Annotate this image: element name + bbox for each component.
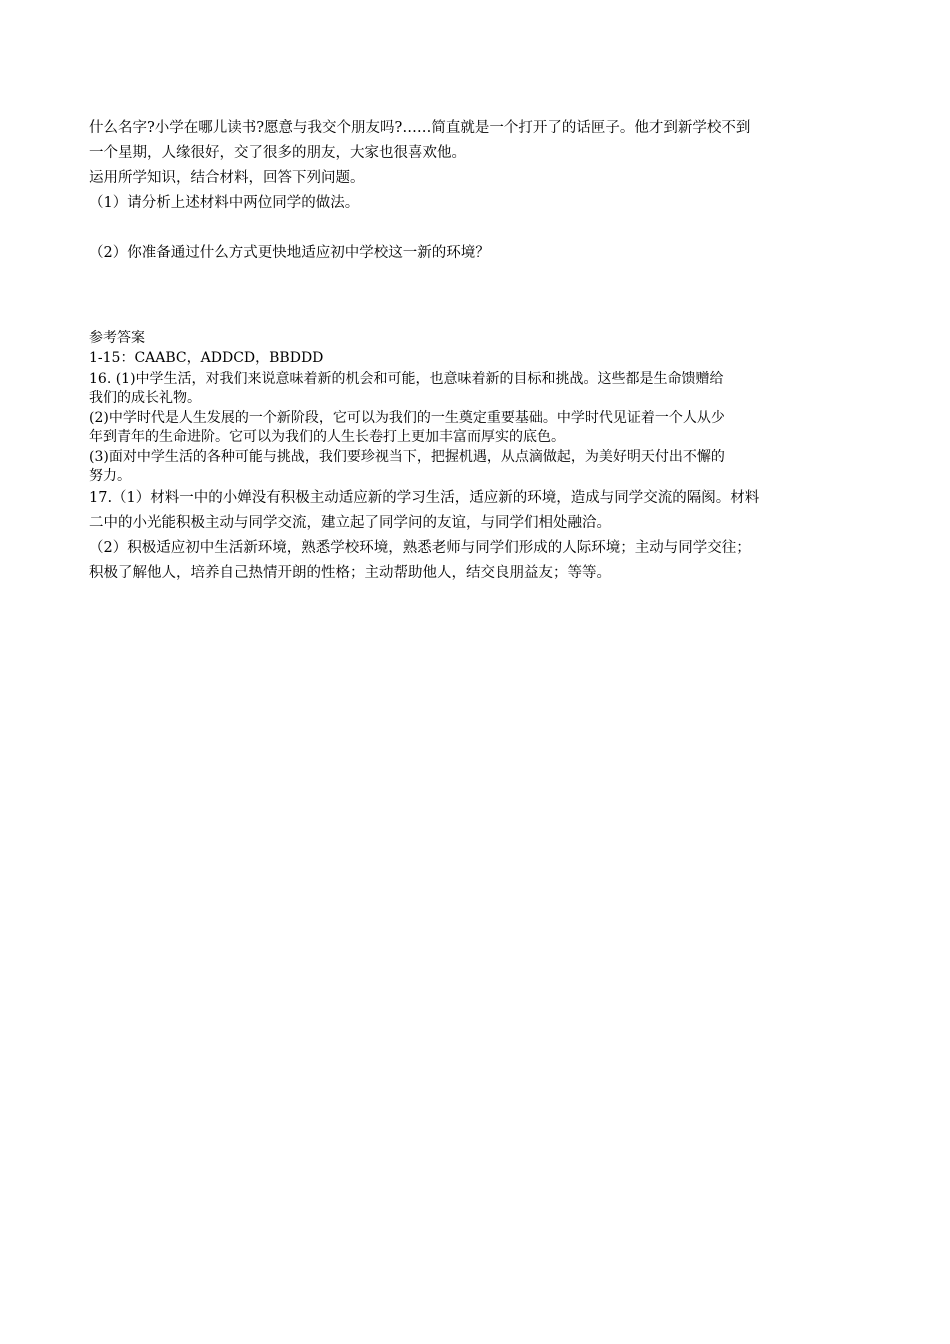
answer-16-part-2-line-1: (2)中学时代是人生发展的一个新阶段，它可以为我们的一生奠定重要基础。中学时代见证着一个人从少 (89, 410, 725, 426)
answer-16-part-1-line-2: 我们的成长礼物。 (89, 390, 201, 406)
answer-17-part-2-line-1: （2）积极适应初中生活新环境，熟悉学校环境，熟悉老师与同学们形成的人际环境；主动与同学交往； (89, 540, 751, 556)
question-instruction: 运用所学知识，结合材料，回答下列问题。 (89, 170, 365, 186)
answers-multiple-choice: 1-15：CAABC，ADDCD，BBDDD (89, 350, 324, 366)
answer-17-part-1-line-2: 二中的小光能积极主动与同学交流，建立起了同学问的友谊，与同学们相处融洽。 (89, 515, 611, 531)
answer-16-part-2-line-2: 年到青年的生命进阶。它可以为我们的人生长卷打上更加丰富而厚实的底色。 (89, 429, 565, 445)
answer-16-part-3-line-2: 努力。 (89, 468, 131, 484)
answers-heading: 参考答案 (89, 330, 145, 346)
answer-16-part-1-line-1: 16. (1)中学生活，对我们来说意味着新的机会和可能，也意味着新的目标和挑战。这些都是生命馈赠给 (89, 371, 724, 387)
answer-17-part-2-line-2: 积极了解他人，培养自己热情开朗的性格；主动帮助他人，结交良朋益友；等等。 (89, 565, 611, 581)
question-2: （2）你准备通过什么方式更快地适应初中学校这一新的环境？ (89, 245, 490, 261)
question-1: （1）请分析上述材料中两位同学的做法。 (89, 195, 360, 211)
question-text-line-1: 什么名字?小学在哪儿读书?愿意与我交个朋友吗?……简直就是一个打开了的话匣子。他才到新学校不到 (89, 120, 751, 136)
answer-16-part-3-line-1: (3)面对中学生活的各种可能与挑战，我们要珍视当下，把握机遇，从点滴做起，为美好明天付出不懈的 (89, 449, 725, 465)
question-text-line-2: 一个星期，人缘很好，交了很多的朋友，大家也很喜欢他。 (89, 145, 466, 161)
answer-17-part-1-line-1: 17.（1）材料一中的小婵没有积极主动适应新的学习生活，适应新的环境，造成与同学交流的隔阂。材料 (89, 490, 760, 506)
